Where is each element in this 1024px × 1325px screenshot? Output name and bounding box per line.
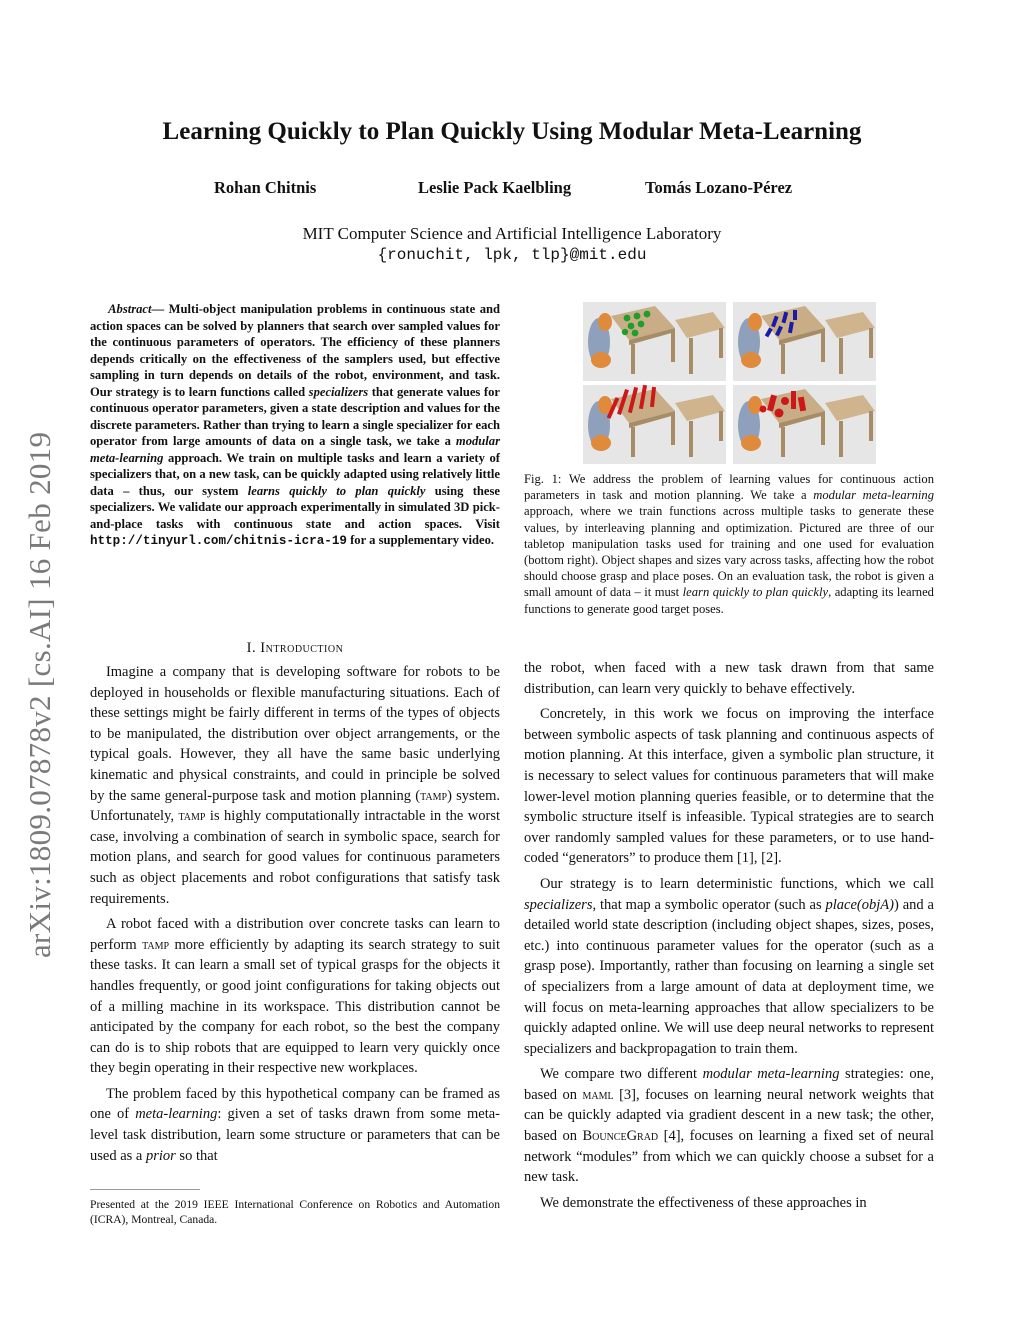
- author-2: Leslie Pack Kaelbling: [418, 178, 572, 197]
- footnote-rule: [90, 1189, 200, 1190]
- paragraph: A robot faced with a distribution over concrete tasks can learn to perform tamp more efficiently by adapting its search strategy to suit these tasks. It can learn a small set of typical grasps for the objects it handles frequently, or good joint configurations for taking objects out of a milling machine in its workspace. This distribution cannot be anticipated by the company for each robot, so the best the company can do is to ship robots that are equipped to learn very quickly once they begin operating in their respective new workplaces.: [90, 916, 500, 1077]
- task-panel-1: [583, 302, 726, 381]
- abstract-emphasis: modular meta-learning: [90, 434, 500, 465]
- left-column: [90, 662, 500, 1171]
- abstract-text: approach. We train on multiple tasks and learn a variety of specializers that, on a new task, can be quickly adapted using relatively little data – thus, our system: [90, 450, 500, 498]
- task-panel-4: [733, 385, 876, 464]
- abstract-text: for a supplementary video.: [346, 533, 495, 547]
- section-number: I.: [246, 640, 257, 656]
- abstract: [90, 301, 500, 550]
- figure-caption: Fig. 1: We address the problem of learning values for continuous action parameters in task and motion planning. We take a modular meta-learning approach, where we train functions across multiple tasks to generate these values, by interleaving planning and optimization. Pictured are three of our tabletop manipulation tasks used for training and one used for evaluation (bottom right). Object shapes and sizes vary across tasks, affecting how the robot should choose grasp and place poses. On an evaluation task, the robot is given a small amount of data – it must learn quickly to plan quickly, adapting its learned functions to generate good target poses.: [524, 472, 934, 616]
- task-panel-3: [583, 385, 726, 464]
- paragraph: The problem faced by this hypothetical company can be framed as one of meta-learning: given a set of tasks drawn from some meta-level task distribution, learn some structure or parameters that can be used as a prior so that: [90, 1085, 500, 1164]
- paragraph: the robot, when faced with a new task drawn from that same distribution, can learn very quickly to behave effectively.: [524, 660, 934, 697]
- author-1: Rohan Chitnis: [214, 178, 317, 197]
- abstract-emphasis: specializers: [308, 384, 369, 399]
- section-heading: [90, 640, 500, 657]
- author-3: Tomás Lozano-Pérez: [645, 178, 793, 197]
- arxiv-stamp: arXiv:1809.07878v2 [cs.AI] 16 Feb 2019: [22, 431, 57, 958]
- figure-1: [583, 302, 876, 464]
- section-title: Introduction: [260, 640, 344, 656]
- video-link[interactable]: http://tinyurl.com/chitnis-icra-19: [90, 534, 347, 548]
- task-panel-2: [733, 302, 876, 381]
- abstract-label: Abstract: [108, 302, 152, 316]
- paragraph: We compare two different modular meta-learning strategies: one, based on maml [3], focuses on learning neural network weights that can be quickly adapted via gradient descent in a new task; the other, based on BounceGrad [4], focuses on learning a fixed set of neural network “modules” from which we can quickly choose a subset for a new task.: [524, 1066, 935, 1186]
- abstract-text: using these specializers. We validate our approach experimentally in simulated 3D pick-and-place tasks with continuous state and action spaces. Visit: [90, 483, 501, 531]
- abstract-emphasis: learns quickly to plan quickly: [247, 483, 426, 498]
- paragraph: Imagine a company that is developing software for robots to be deployed in households or flexible manufacturing situations. Each of these settings might be fairly different in terms of the types of objects to be manipulated, the distribution over object arrangements, or the typical goals. However, they all have the same basic underlying kinematic and physical constraints, and could in principle be solved by the same general-purpose task and motion planning (tamp) system. Unfortunately, tamp is highly computationally intractable in the worst case, involving a combination of search in symbolic space, search for motion plans, and search for good values for continuous parameters such as object placements and robot configurations that satisfy task requirements.: [90, 664, 501, 907]
- footnote: Presented at the 2019 IEEE International Conference on Robotics and Automation (ICRA), Montreal, Canada.: [90, 1198, 500, 1226]
- paper-title: Learning Quickly to Plan Quickly Using Modular Meta-Learning: [162, 118, 862, 145]
- right-column: [524, 658, 934, 1218]
- paragraph: Our strategy is to learn deterministic functions, which we call specializers, that map a symbolic operator (such as place(objA)) and a detailed world state description (including object shapes, sizes, poses, etc.) into continuous parameter values for the operator (such as a grasp pose). Importantly, rather than focusing on learning a single set of specializers from a large amount of data at deployment time, we will focus on meta-learning approaches that allow specializers to be quickly adapted online. We will use deep neural networks to represent specializers and backpropagation to train them.: [524, 875, 934, 1057]
- abstract-text: that generate values for continuous operator parameters, given a state description and values for the discrete parameters. Rather than trying to learn a single specializer for each operator from large amounts of data on a single task, we take a: [90, 384, 500, 448]
- paragraph: Concretely, in this work we focus on improving the interface between symbolic aspects of task planning and continuous aspects of motion planning. At this interface, given a symbolic plan structure, it is necessary to select values for continuous parameters that will make lower-level motion planning queries feasible, or to determine that the symbolic structure itself is infeasible. Typical strategies are to search over randomly sampled values for these parameters, or to use hand-coded “generators” to produce them [1], [2].: [524, 706, 934, 867]
- abstract-text: — Multi-object manipulation problems in continuous state and action spaces can be solved by planners that search over sampled values for the continuous parameters of operators. The efficiency of these planners depends critically on the effectiveness of the samplers used, but effective sampling in turn depends on details of the robot, environment, and task. Our strategy is to learn functions called: [90, 302, 501, 399]
- affiliation: MIT Computer Science and Artificial Intelligence Laboratory: [302, 224, 722, 243]
- paragraph: We demonstrate the effectiveness of these approaches in: [539, 1194, 867, 1211]
- email: {ronuchit, lpk, tlp}@mit.edu: [377, 246, 647, 264]
